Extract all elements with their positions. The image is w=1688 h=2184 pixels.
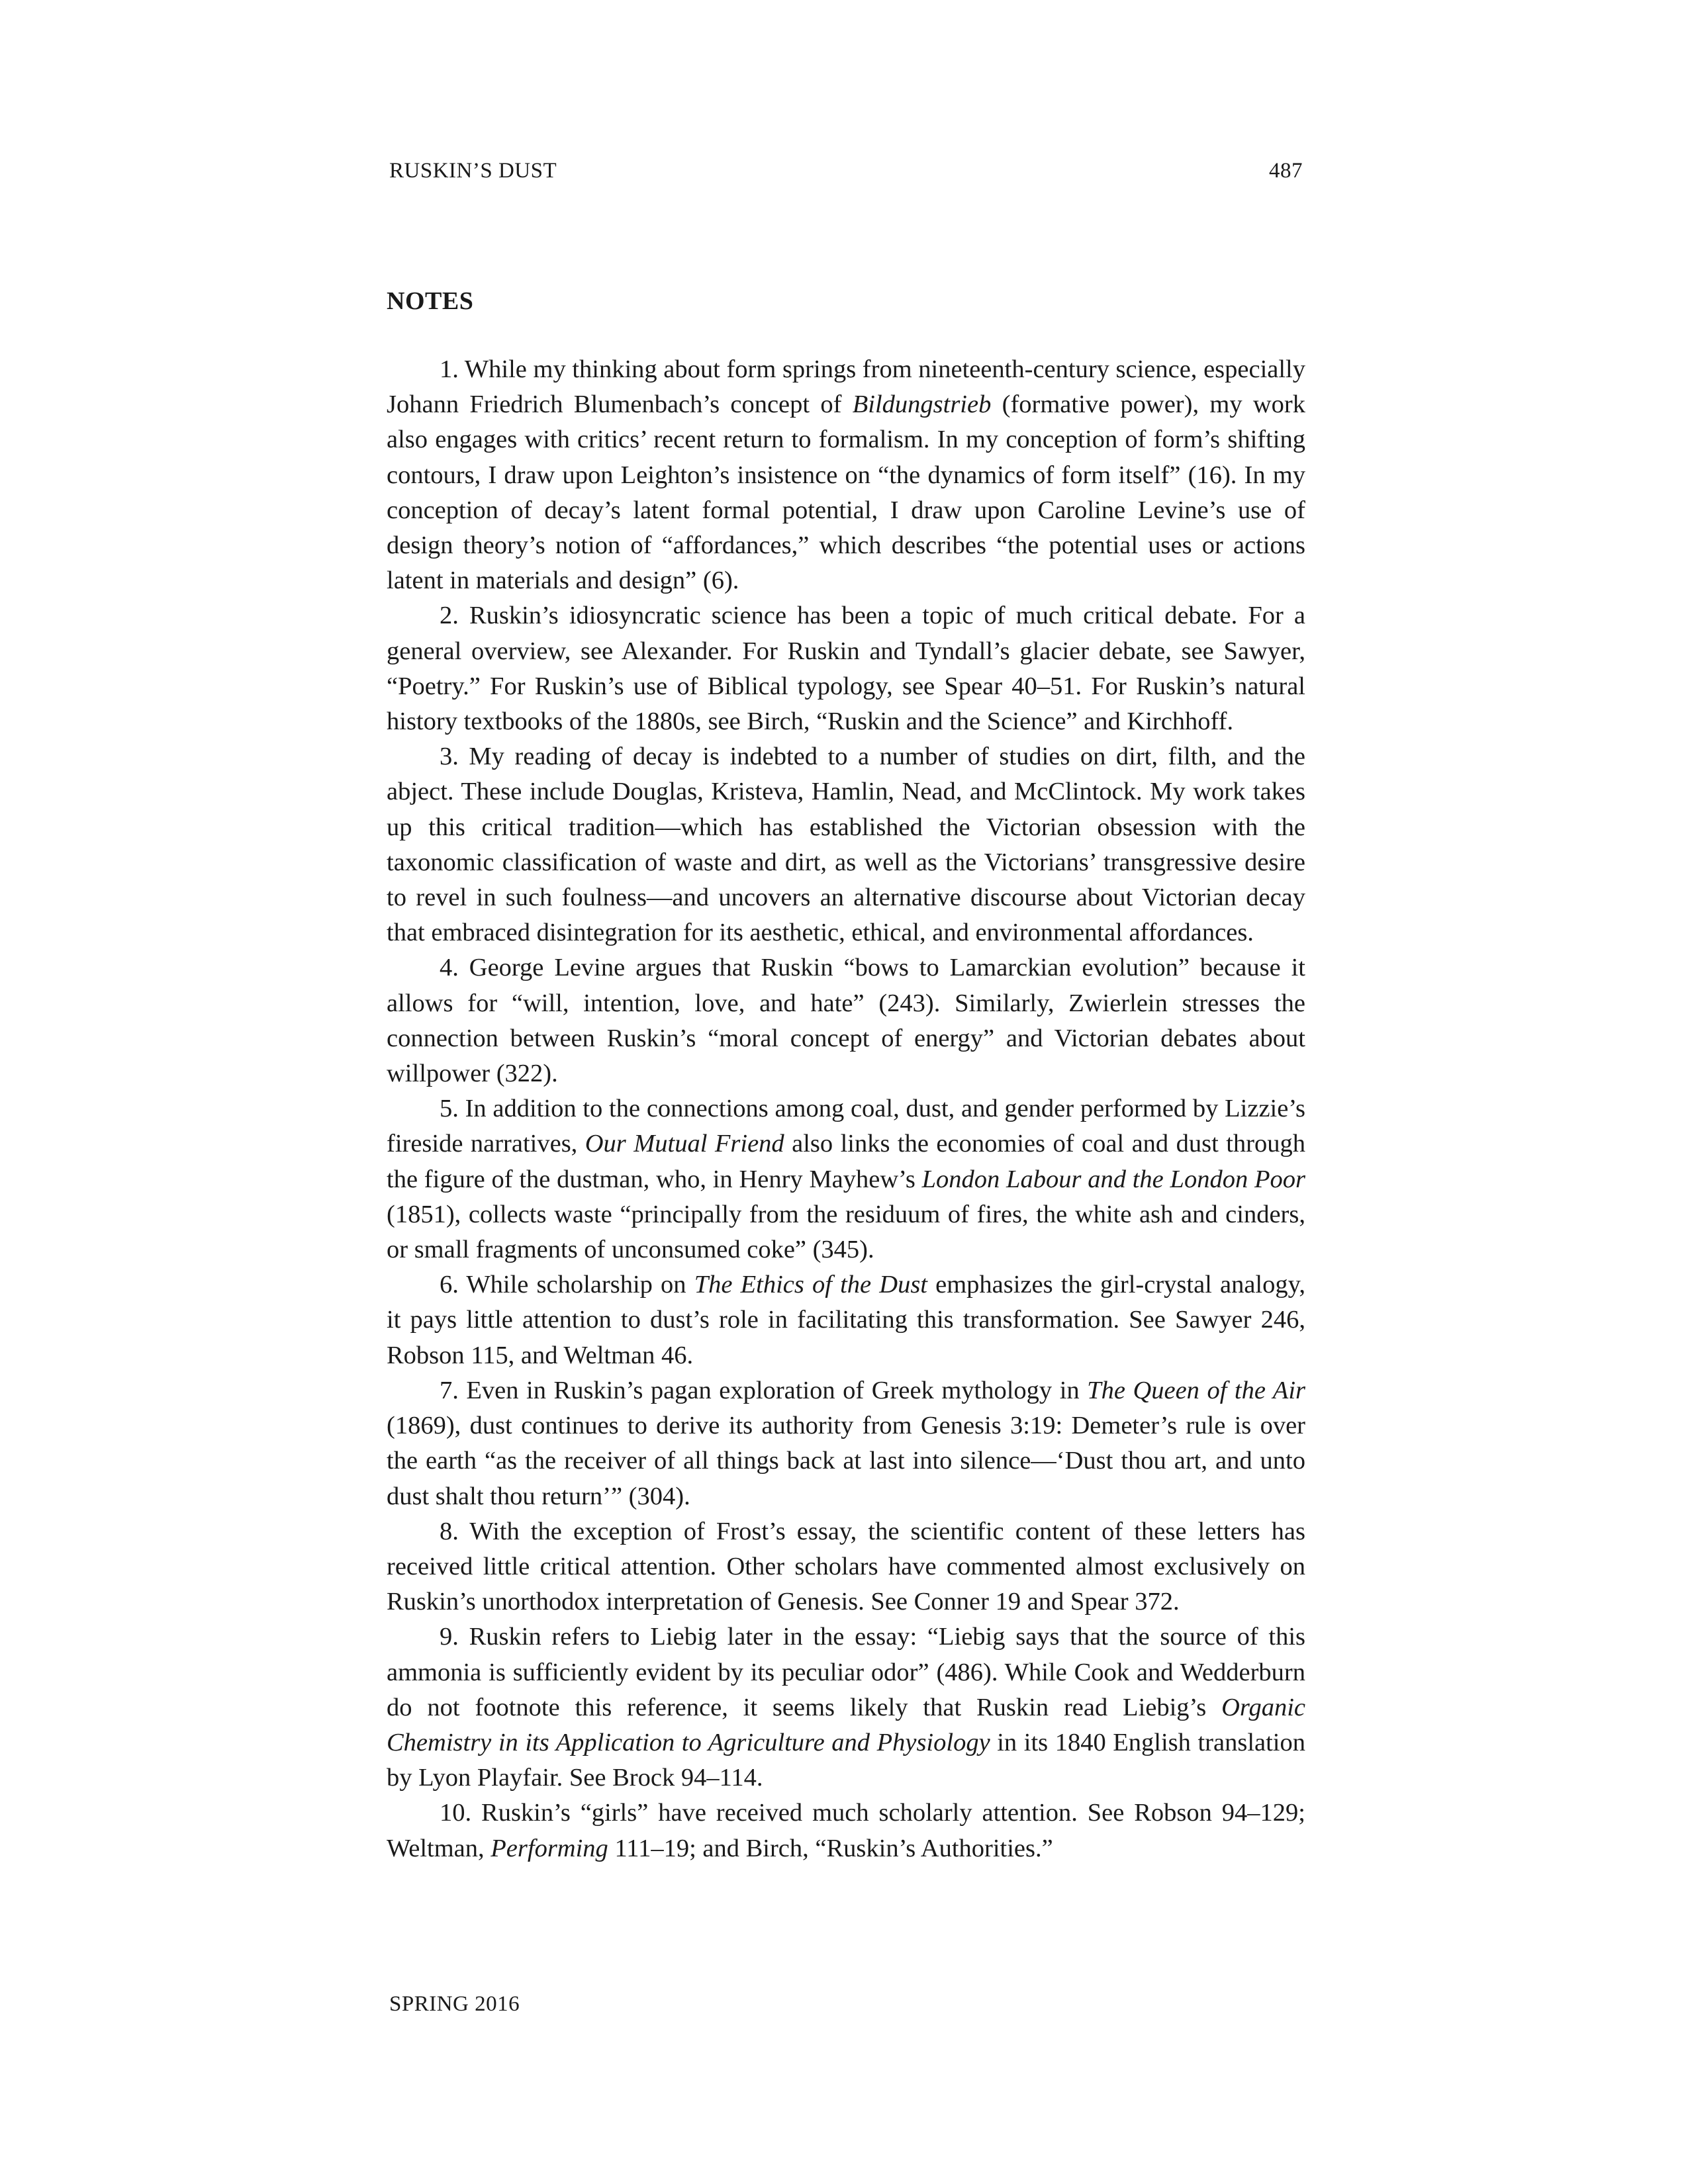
note-10: 10. Ruskin’s “girls” have received much scholarly attention. See Robson 94–129; Weltman, Performing 111–19; and Birch, “Ruskin’s Authorities.” xyxy=(387,1799,1305,1862)
work-title: Our Mutual Friend xyxy=(585,1130,784,1158)
running-title: RUSKIN’S DUST xyxy=(389,159,557,183)
page-number: 487 xyxy=(1269,159,1303,183)
note-3: 3. My reading of decay is indebted to a number of studies on dirt, filth, and the abject. These include Douglas, Kristeva, Hamlin, Nead, and McClintock. My work takes up this critical tradition—which has established the Victorian obsession with the taxonomic classification of waste and dirt, as well as the Victorians’ transgressive desire to revel in such foulness—and uncovers an alternative discourse about Victorian decay that embraced disintegration for its aesthetic, ethical, and environmental affordances. xyxy=(387,743,1305,947)
work-title: London Labour and the London Poor xyxy=(921,1165,1305,1193)
work-title: The Ethics of the Dust xyxy=(694,1271,927,1299)
note-4: 4. George Levine argues that Ruskin “bows to Lamarckian evolution” because it allows for “will, intention, love, and hate” (243). Similarly, Zwierlein stresses the connection between Ruskin’s “moral concept of energy” and Victorian debates about willpower (322). xyxy=(387,954,1305,1088)
note-9: 9. Ruskin refers to Liebig later in the essay: “Liebig says that the source of this ammonia is sufficiently evident by its peculiar odor” (486). While Cook and Wedderburn do not footnote this reference, it seems likely that Ruskin read Liebig’s Organic Chemistry in its Application to Agriculture and Physiology in its 1840 English translation by Lyon Playfair. See Brock 94–114. xyxy=(387,1623,1305,1792)
note-2: 2. Ruskin’s idiosyncratic science has been a topic of much critical debate. For a general overview, see Alexander. For Ruskin and Tyndall’s glacier debate, see Sawyer, “Poetry.” For Ruskin’s use of Biblical typology, see Spear 40–51. For Ruskin’s natural history textbooks of the 1880s, see Birch, “Ruskin and the Science” and Kirchhoff. xyxy=(387,602,1305,736)
note-8: 8. With the exception of Frost’s essay, the scientific content of these letters has received little critical attention. Other scholars have commented almost exclusively on Ruskin’s unorthodox interpretation of Genesis. See Conner 19 and Spear 372. xyxy=(387,1517,1305,1616)
notes-list xyxy=(387,352,1305,1866)
work-title: Performing xyxy=(491,1834,608,1862)
note-6: 6. While scholarship on The Ethics of the Dust emphasizes the girl-crystal analogy, it pays little attention to dust’s role in facilitating this transformation. See Sawyer 246, Robson 115, and Weltman 46. xyxy=(387,1271,1305,1369)
notes-heading: NOTES xyxy=(387,287,474,315)
issue-footer: SPRING 2016 xyxy=(389,1992,520,2016)
work-title: Bildungstrieb xyxy=(852,390,992,419)
work-title: The Queen of the Air xyxy=(1087,1376,1305,1404)
note-7: 7. Even in Ruskin’s pagan exploration of Greek mythology in The Queen of the Air (1869), dust continues to derive its authority from Genesis 3:19: Demeter’s rule is over the earth “as the receiver of all things back at last into silence—‘Dust thou art, and unto dust shalt thou return’” (304). xyxy=(387,1376,1305,1510)
work-title: Organic Chemistry in its Application to Agriculture and Physiology xyxy=(387,1693,1305,1756)
note-5: 5. In addition to the connections among coal, dust, and gender performed by Lizzie’s fireside narratives, Our Mutual Friend also links the economies of coal and dust through the figure of the dustman, who, in Henry Mayhew’s London Labour and the London Poor (1851), collects waste “principally from the residuum of fires, the white ash and cinders, or small fragments of unconsumed coke” (345). xyxy=(387,1095,1305,1264)
note-1: 1. While my thinking about form springs from nineteenth-century science, especially Johann Friedrich Blumenbach’s concept of Bildungstrieb (formative power), my work also engages with critics’ recent return to formalism. In my conception of form’s shifting contours, I draw upon Leighton’s insistence on “the dynamics of form itself” (16). In my conception of decay’s latent formal potential, I draw upon Caroline Levine’s use of design theory’s notion of “affordances,” which describes “the potential uses or actions latent in materials and design” (6). xyxy=(387,355,1305,595)
